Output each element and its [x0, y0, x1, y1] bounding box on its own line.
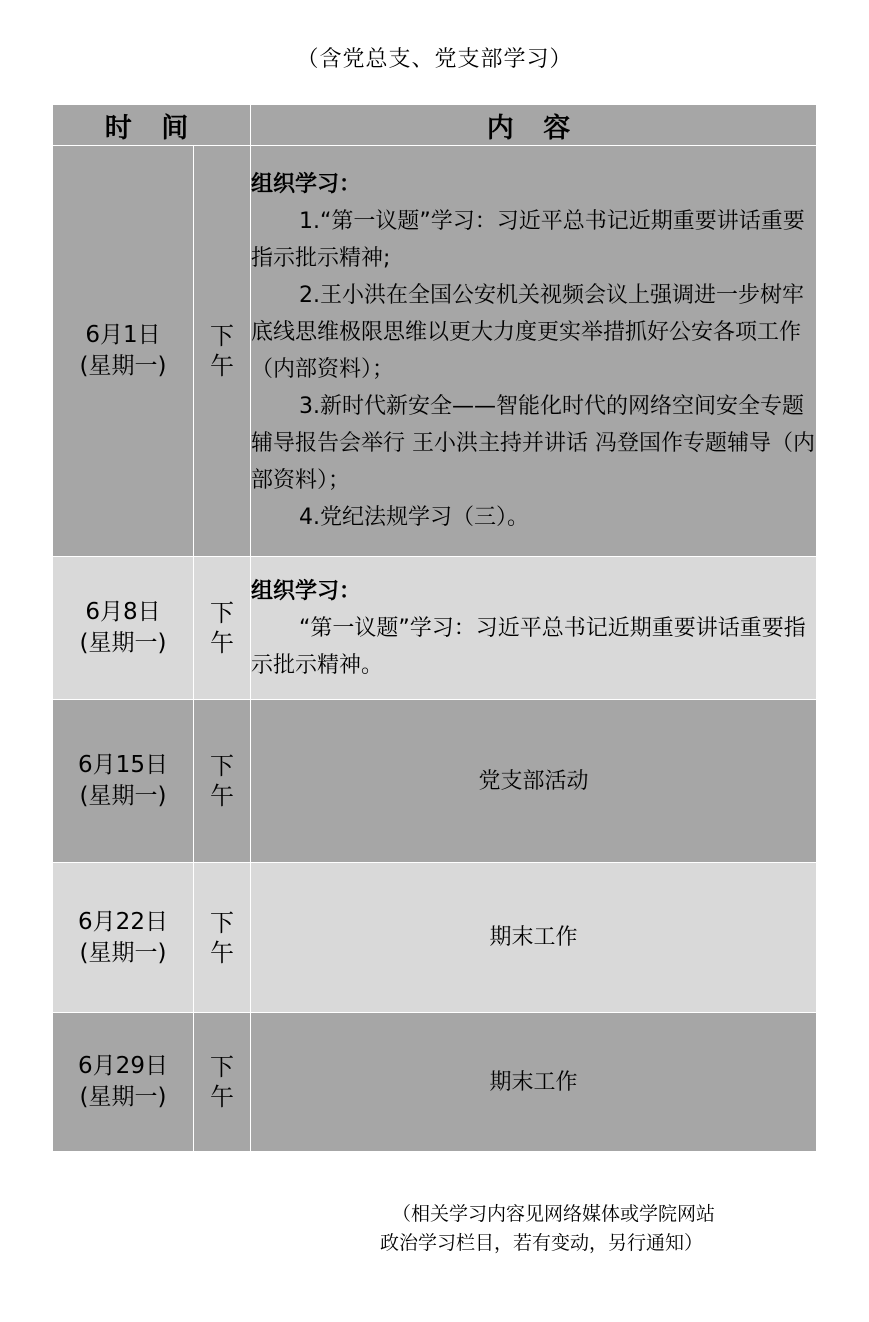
content-cell: 党支部活动 — [251, 700, 817, 863]
weekday: (星期一) — [79, 630, 167, 656]
period-char: 午 — [210, 782, 234, 810]
content-item: 1.“第一议题”学习：习近平总书记近期重要讲话重要指示批示精神; — [251, 209, 805, 271]
date-cell — [53, 146, 194, 557]
table-row — [53, 557, 817, 700]
footnote-line: 政治学习栏目，若有变动，另行通知） — [380, 1232, 704, 1254]
weekday: (星期一) — [79, 1084, 167, 1110]
date: 6月22日 — [78, 908, 168, 935]
period-char: 下 — [210, 1053, 234, 1081]
schedule-subtitle: （含党总支、党支部学习） — [296, 47, 573, 72]
content-item: 2.王小洪在全国公安机关视频会议上强调进一步树牢底线思维极限思维以更大力度更实举措抓好公安各项工作（内部资料）； — [251, 283, 804, 382]
period-cell — [194, 700, 251, 863]
content-cell: 期末工作 — [251, 1013, 817, 1152]
date: 6月1日 — [85, 322, 161, 348]
footnote-line: （相关学习内容见网络媒体或学院网站 — [392, 1203, 716, 1225]
period-cell — [194, 146, 251, 557]
content-item: “第一议题”学习：习近平总书记近期重要讲话重要指示批示精神。 — [251, 615, 806, 678]
period-char: 午 — [210, 938, 234, 967]
content-item: 4.党纪法规学习（三）。 — [299, 505, 529, 530]
content-title: 组织学习： — [251, 172, 362, 197]
date: 6月8日 — [85, 599, 161, 625]
content-cell: 期末工作 — [251, 863, 817, 1013]
date: 6月15日 — [78, 752, 168, 778]
date-cell — [53, 700, 194, 863]
content-title: 组织学习： — [251, 578, 362, 604]
table-row — [53, 863, 817, 1013]
table-row — [53, 700, 817, 863]
period-cell — [194, 1013, 251, 1152]
period-char: 午 — [210, 352, 234, 380]
date-cell — [53, 557, 194, 700]
content-cell — [251, 557, 817, 700]
content-cell — [251, 146, 817, 557]
content-item: 3.新时代新安全——智能化时代的网络空间安全专题辅导报告会举行 王小洪主持并讲话 冯登国作专题辅导（内部资料）； — [251, 394, 815, 493]
period-cell — [194, 863, 251, 1013]
date-cell — [53, 1013, 194, 1152]
weekday: (星期一) — [79, 939, 167, 966]
header-content: 内 容 — [251, 105, 817, 146]
weekday: (星期一) — [79, 783, 167, 809]
header-time: 时 间 — [53, 105, 251, 146]
period-cell — [194, 557, 251, 700]
date: 6月29日 — [78, 1053, 168, 1079]
period-char: 下 — [210, 322, 234, 350]
period-char: 下 — [210, 752, 234, 780]
period-char: 午 — [210, 629, 234, 657]
weekday: (星期一) — [79, 353, 167, 379]
period-char: 下 — [210, 908, 234, 937]
period-char: 午 — [210, 1083, 234, 1111]
period-char: 下 — [210, 599, 234, 627]
table-row — [53, 146, 817, 557]
date-cell — [53, 863, 194, 1013]
table-row — [53, 1013, 817, 1152]
study-schedule-table — [52, 104, 817, 1152]
table-header-row — [53, 105, 817, 146]
footnote — [380, 1200, 810, 1258]
